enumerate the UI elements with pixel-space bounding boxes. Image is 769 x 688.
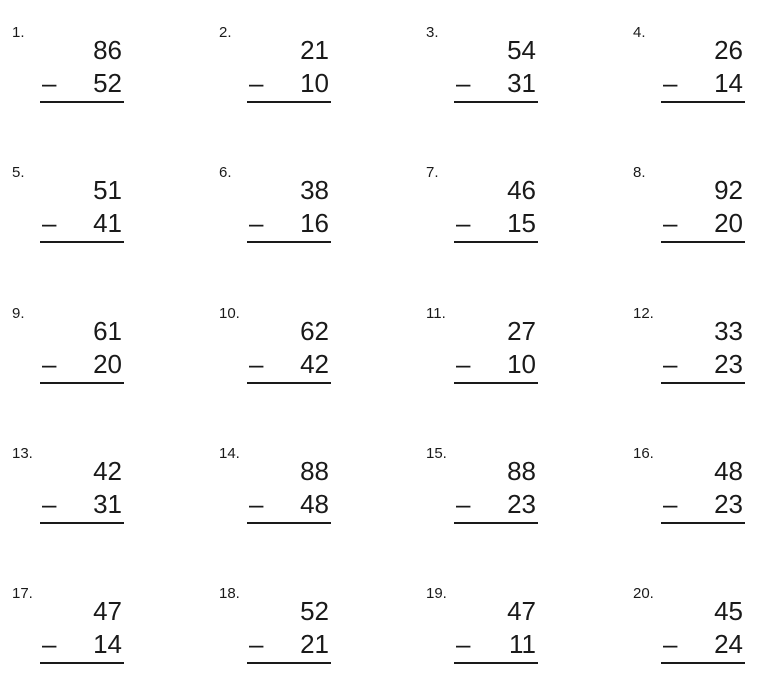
minus-sign: – [663,68,678,98]
minuend: 61 [93,316,122,346]
answer-line [454,662,538,664]
subtraction-problem [426,445,536,519]
problem-number: 13. [12,445,33,462]
minus-sign: – [456,489,471,519]
subtraction-problem [633,585,743,659]
minus-sign: – [249,349,264,379]
minus-sign: – [663,349,678,379]
minuend: 88 [300,456,329,486]
problem-number: 20. [633,585,654,602]
answer-line [247,382,331,384]
answer-line [661,241,745,243]
problem-number: 17. [12,585,33,602]
problem-number: 6. [219,164,232,181]
subtrahend: 10 [507,349,536,379]
problem-number: 4. [633,24,646,41]
problem-number: 12. [633,305,654,322]
subtrahend: 20 [714,208,743,238]
subtrahend: 10 [300,68,329,98]
minus-sign: – [663,629,678,659]
minuend: 86 [93,35,122,65]
subtrahend: 16 [300,208,329,238]
subtraction-problem [219,305,329,379]
answer-line [247,662,331,664]
answer-line [661,382,745,384]
subtrahend: 41 [93,208,122,238]
minuend: 51 [93,175,122,205]
subtrahend: 48 [300,489,329,519]
minus-sign: – [42,68,57,98]
minuend: 27 [507,316,536,346]
subtrahend: 31 [507,68,536,98]
subtrahend: 15 [507,208,536,238]
problem-number: 18. [219,585,240,602]
subtrahend: 23 [714,349,743,379]
answer-line [661,522,745,524]
minuend: 48 [714,456,743,486]
minuend: 47 [507,596,536,626]
minuend: 38 [300,175,329,205]
subtraction-problem [426,24,536,98]
minus-sign: – [249,489,264,519]
problem-number: 11. [426,305,446,322]
subtraction-problem [426,164,536,238]
answer-line [661,662,745,664]
answer-line [40,101,124,103]
subtraction-problem [633,445,743,519]
problem-number: 1. [12,24,25,41]
problem-number: 2. [219,24,232,41]
subtraction-problem [219,445,329,519]
problem-number: 16. [633,445,654,462]
minus-sign: – [456,208,471,238]
answer-line [40,382,124,384]
answer-line [247,101,331,103]
answer-line [454,241,538,243]
subtraction-problem [219,24,329,98]
problem-number: 14. [219,445,240,462]
subtraction-problem [633,164,743,238]
problem-number: 19. [426,585,447,602]
subtraction-problem [633,305,743,379]
answer-line [661,101,745,103]
minuend: 92 [714,175,743,205]
minus-sign: – [456,629,471,659]
subtrahend: 24 [714,629,743,659]
minus-sign: – [249,629,264,659]
minuend: 54 [507,35,536,65]
minuend: 21 [300,35,329,65]
minuend: 46 [507,175,536,205]
minus-sign: – [42,629,57,659]
minuend: 88 [507,456,536,486]
subtrahend: 14 [93,629,122,659]
problem-number: 3. [426,24,439,41]
minus-sign: – [249,208,264,238]
problem-number: 15. [426,445,447,462]
minuend: 47 [93,596,122,626]
answer-line [247,522,331,524]
minus-sign: – [456,349,471,379]
answer-line [40,662,124,664]
problem-number: 9. [12,305,25,322]
minuend: 52 [300,596,329,626]
subtrahend: 11 [509,629,536,659]
answer-line [454,522,538,524]
problem-number: 8. [633,164,646,181]
problem-number: 7. [426,164,439,181]
subtrahend: 21 [300,629,329,659]
answer-line [454,382,538,384]
subtraction-problem [219,164,329,238]
answer-line [40,241,124,243]
subtraction-problem [12,305,122,379]
subtraction-problem [426,305,536,379]
subtrahend: 14 [714,68,743,98]
subtrahend: 42 [300,349,329,379]
problem-number: 5. [12,164,25,181]
subtrahend: 23 [714,489,743,519]
minus-sign: – [456,68,471,98]
subtraction-problem [12,445,122,519]
minus-sign: – [42,489,57,519]
minuend: 62 [300,316,329,346]
subtraction-problem [633,24,743,98]
subtraction-problem [426,585,536,659]
minus-sign: – [42,349,57,379]
subtraction-problem [12,24,122,98]
minuend: 42 [93,456,122,486]
minuend: 45 [714,596,743,626]
answer-line [40,522,124,524]
minus-sign: – [42,208,57,238]
subtrahend: 31 [93,489,122,519]
minus-sign: – [663,208,678,238]
subtrahend: 20 [93,349,122,379]
minus-sign: – [249,68,264,98]
minus-sign: – [663,489,678,519]
subtraction-problem [12,585,122,659]
subtraction-problem [12,164,122,238]
subtrahend: 52 [93,68,122,98]
answer-line [247,241,331,243]
problem-number: 10. [219,305,240,322]
answer-line [454,101,538,103]
minuend: 33 [714,316,743,346]
subtraction-problem [219,585,329,659]
minuend: 26 [714,35,743,65]
subtrahend: 23 [507,489,536,519]
